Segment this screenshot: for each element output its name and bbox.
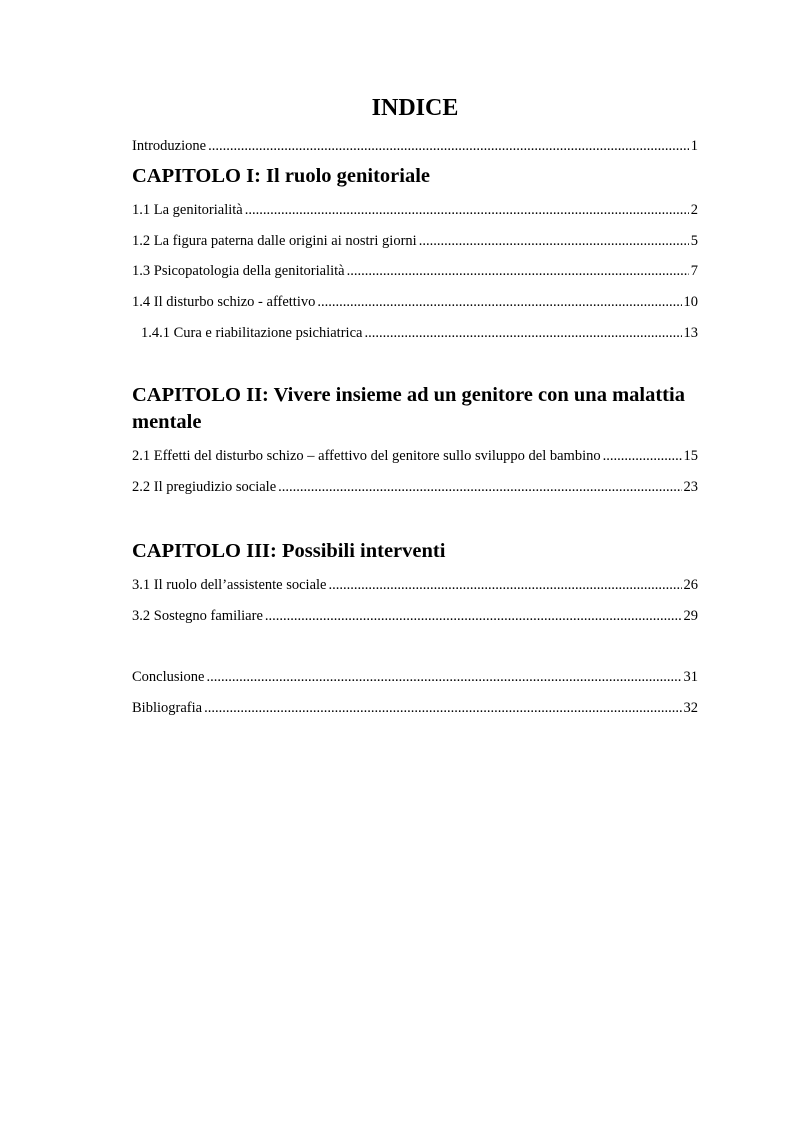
toc-entry-3-1[interactable] xyxy=(132,575,698,595)
toc-leader-dots xyxy=(603,446,682,466)
toc-entry-label: 3.2 Sostegno familiare xyxy=(132,608,263,624)
toc-leader-dots xyxy=(278,477,681,497)
toc-entry-bibliografia[interactable] xyxy=(132,698,698,718)
toc-entry-introduzione[interactable] xyxy=(132,136,698,156)
toc-entry-page: 10 xyxy=(683,294,698,310)
toc-entry-label: Bibliografia xyxy=(132,700,203,716)
toc-leader-dots xyxy=(265,606,682,626)
table-of-contents xyxy=(132,0,698,1122)
toc-entry-label: 1.4.1 Cura e riabilitazione psichiatrica xyxy=(141,325,363,341)
toc-leader-dots xyxy=(329,575,682,595)
toc-entry-1-4[interactable] xyxy=(132,292,698,312)
toc-leader-dots xyxy=(317,292,681,312)
chapter-heading-2-continued: mentale xyxy=(132,411,202,433)
page-title: INDICE xyxy=(371,95,459,121)
toc-entry-page: 2 xyxy=(690,202,698,218)
toc-entry-page: 29 xyxy=(683,608,698,624)
toc-entry-3-2[interactable] xyxy=(132,606,698,626)
toc-entry-label: 1.2 La figura paterna dalle origini ai nostri giorni xyxy=(132,233,417,249)
toc-entry-page: 5 xyxy=(690,233,698,249)
toc-entry-page: 26 xyxy=(683,577,698,593)
toc-entry-label: 2.2 Il pregiudizio sociale xyxy=(132,479,277,495)
toc-entry-page: 32 xyxy=(683,700,698,716)
toc-leader-dots xyxy=(364,323,681,343)
toc-entry-page: 15 xyxy=(683,448,698,464)
toc-entry-1-3[interactable] xyxy=(132,261,698,281)
toc-entry-label: 3.1 Il ruolo dell’assistente sociale xyxy=(132,577,327,593)
toc-entry-label: Conclusione xyxy=(132,669,205,685)
chapter-heading-1: CAPITOLO I: Il ruolo genitoriale xyxy=(132,165,431,187)
toc-entry-1-1[interactable] xyxy=(132,200,698,220)
toc-entry-page: 23 xyxy=(683,479,698,495)
toc-entry-label: 1.3 Psicopatologia della genitorialità xyxy=(132,263,345,279)
chapter-heading-2: CAPITOLO II: Vivere insieme ad un genitore con una malattia xyxy=(132,384,685,406)
toc-leader-dots xyxy=(245,200,689,220)
toc-entry-label: 1.4 Il disturbo schizo - affettivo xyxy=(132,294,316,310)
toc-entry-conclusione[interactable] xyxy=(132,667,698,687)
toc-entry-page: 13 xyxy=(683,325,698,341)
toc-leader-dots xyxy=(204,698,681,718)
toc-leader-dots xyxy=(207,667,682,687)
toc-entry-page: 1 xyxy=(690,138,698,154)
toc-entry-label: 2.1 Effetti del disturbo schizo – affettivo del genitore sullo sviluppo del bambino xyxy=(132,448,601,464)
toc-entry-1-4-1[interactable] xyxy=(141,323,698,343)
toc-entry-label: Introduzione xyxy=(132,138,207,154)
toc-entry-page: 7 xyxy=(690,263,698,279)
toc-leader-dots xyxy=(347,261,689,281)
toc-entry-2-2[interactable] xyxy=(132,477,698,497)
toc-entry-1-2[interactable] xyxy=(132,231,698,251)
toc-leader-dots xyxy=(208,136,689,156)
toc-entry-2-1[interactable] xyxy=(132,446,698,466)
toc-entry-page: 31 xyxy=(683,669,698,685)
toc-leader-dots xyxy=(419,231,689,251)
toc-entry-label: 1.1 La genitorialità xyxy=(132,202,243,218)
chapter-heading-3: CAPITOLO III: Possibili interventi xyxy=(132,540,446,562)
